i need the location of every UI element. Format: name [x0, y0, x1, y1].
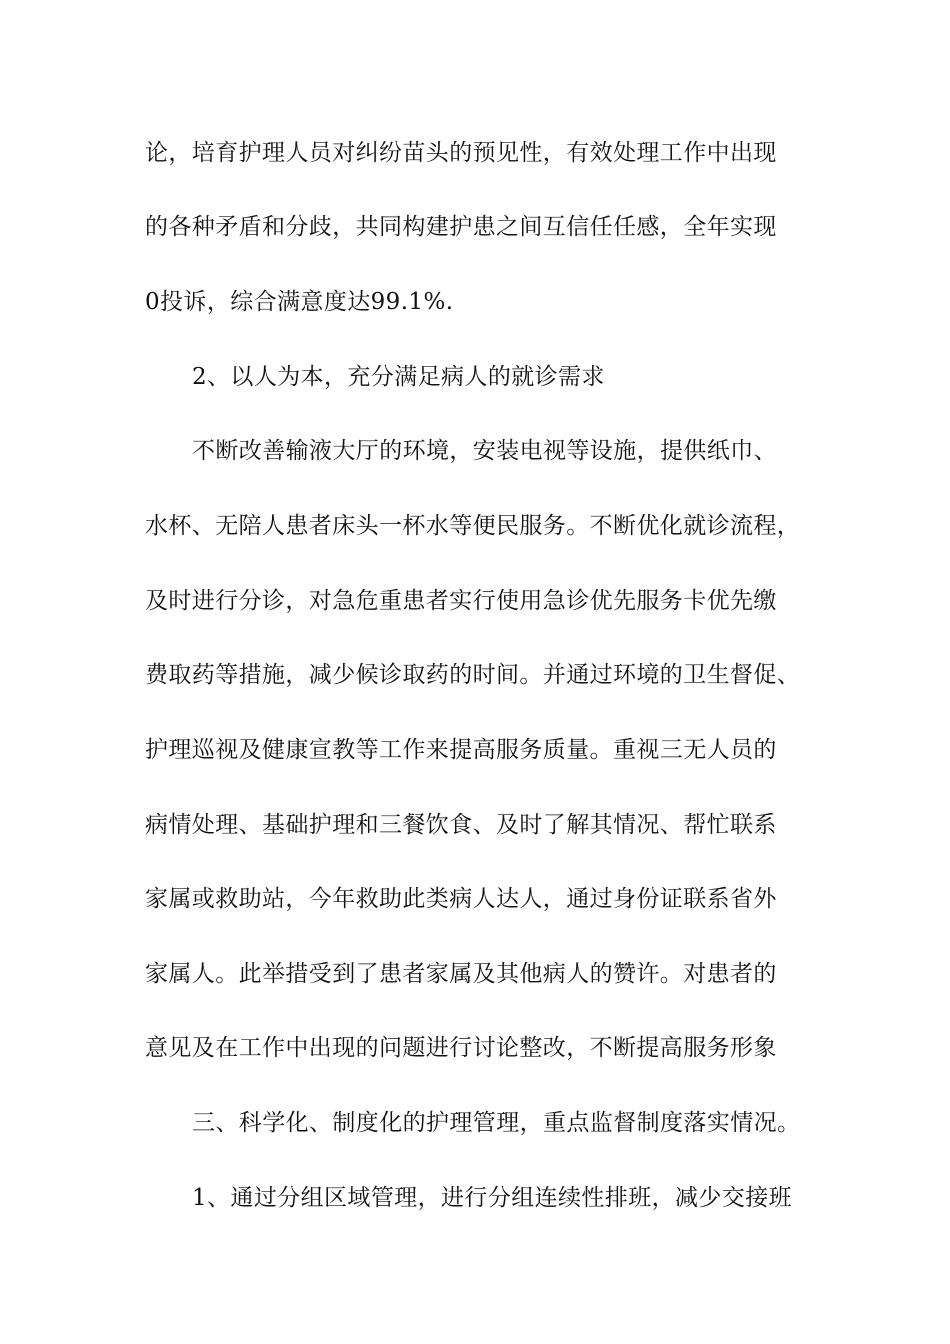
text-line-3: 0投诉，综合满意度达99.1%.: [145, 289, 454, 315]
section-heading-2: 2、以人为本，充分满足病人的就诊需求: [192, 364, 605, 390]
text-line-10: 病情处理、基础护理和三餐饮食、及时了解其情况、帮忙联系: [145, 812, 777, 838]
text-line-11: 家属或救助站，今年救助此类病人达人，通过身份证联系省外: [145, 886, 777, 912]
text-line-15: 1、通过分组区域管理，进行分组连续性排班，减少交接班: [192, 1185, 793, 1211]
text-line-9: 护理巡视及健康宣教等工作来提高服务质量。重视三无人员的: [145, 737, 777, 763]
text-line-13: 意见及在工作中出现的问题进行讨论整改，不断提高服务形象: [145, 1035, 777, 1061]
text-line-8: 费取药等措施，减少候诊取药的时间。并通过环境的卫生督促、: [145, 662, 801, 688]
text-line-2: 的各种矛盾和分歧，共同构建护患之间互信任任感，全年实现: [145, 214, 777, 240]
text-line-1: 论，培育护理人员对纠纷苗头的预见性，有效处理工作中出现: [145, 140, 777, 166]
text-line-7: 及时进行分诊，对急危重患者实行使用急诊优先服务卡优先缴: [145, 588, 777, 614]
text-line-12: 家属人。此举措受到了患者家属及其他病人的赞许。对患者的: [145, 961, 777, 987]
text-line-5: 不断改善输液大厅的环境，安装电视等设施，提供纸巾、: [192, 438, 777, 464]
text-line-6: 水杯、无陪人患者床头一杯水等便民服务。不断优化就诊流程，: [145, 513, 801, 539]
section-heading-3: 三、科学化、制度化的护理管理，重点监督制度落实情况。: [192, 1110, 801, 1136]
